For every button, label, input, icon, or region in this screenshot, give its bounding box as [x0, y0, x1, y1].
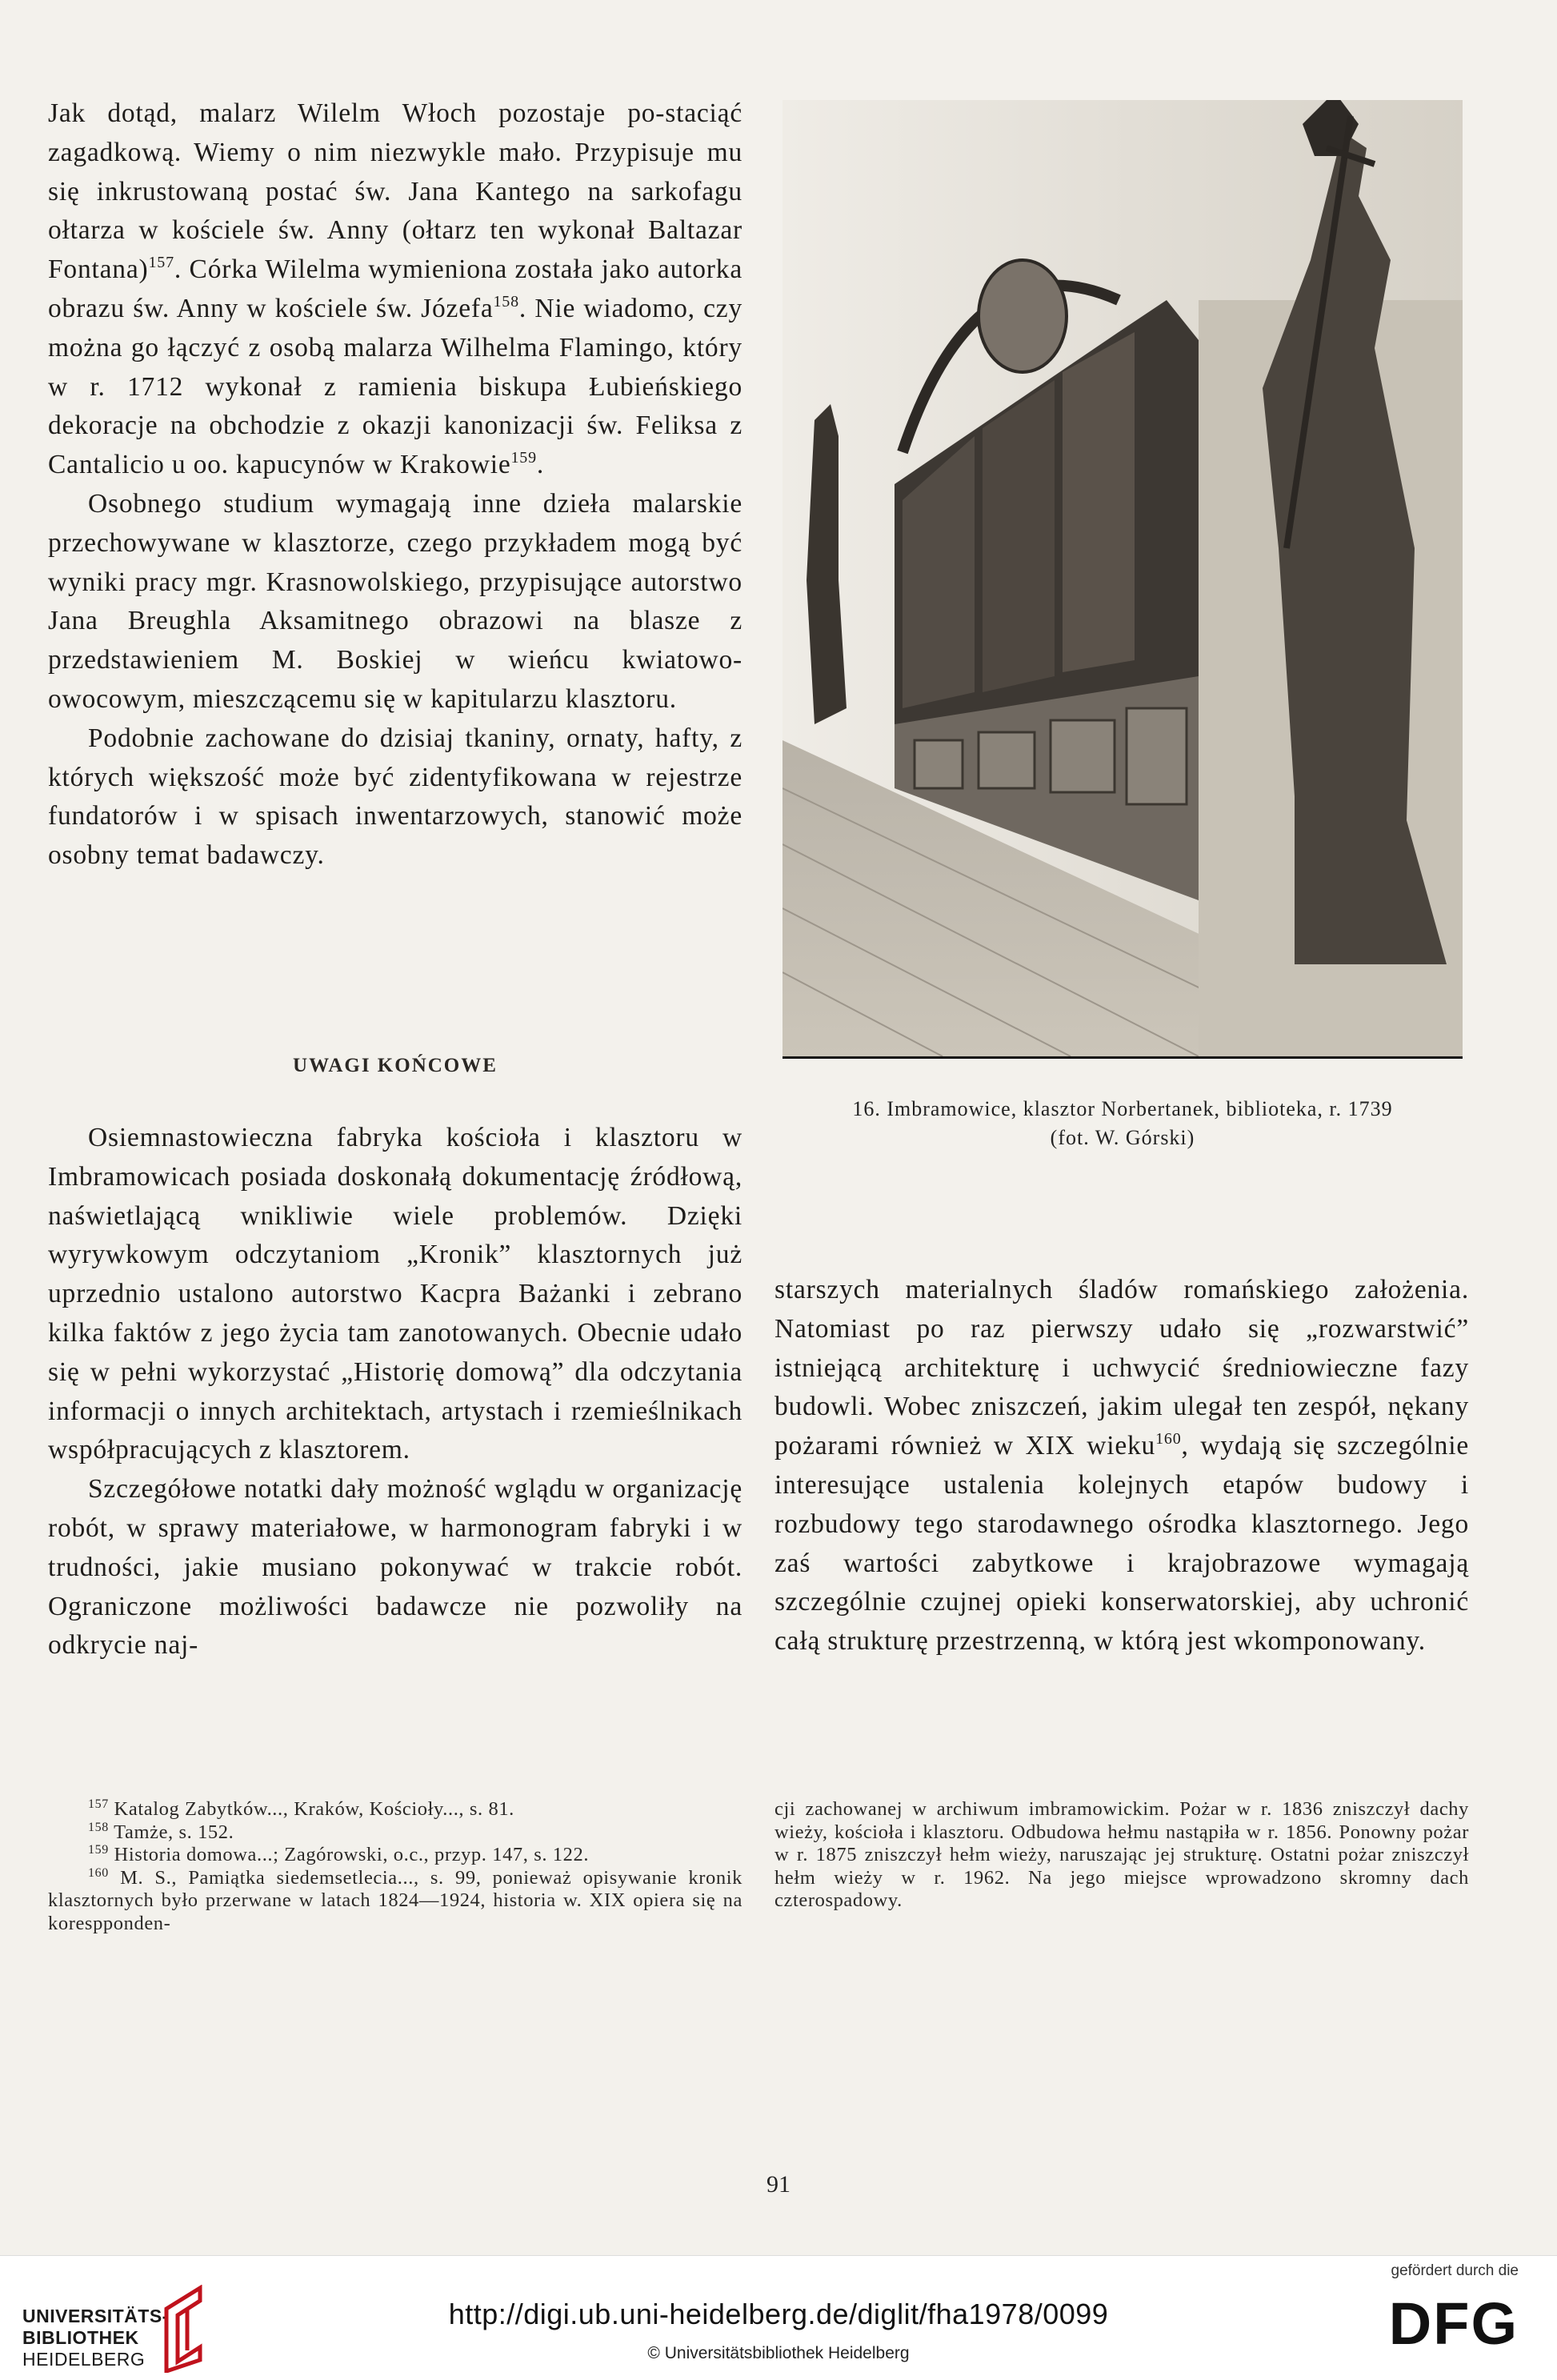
- paragraph-3: Podobnie zachowane do dzisiaj tkaniny, ornaty, hafty, z których większość może być zidentyfikowana w rejestrze fundatorów i w spisach inwentarzowych, stanowić może osobny temat badawczy.: [48, 723, 742, 871]
- permalink-url[interactable]: http://digi.ub.uni-heidelberg.de/diglit/fha1978/0099: [448, 2298, 1109, 2330]
- library-name-line-2: BIBLIOTHEK: [22, 2327, 139, 2348]
- library-name-line-3: HEIDELBERG: [22, 2349, 146, 2370]
- library-name-line-1: UNIVERSITÄTS-: [22, 2306, 169, 2326]
- paragraph-1: [48, 94, 742, 485]
- footnote-number: 158: [88, 1820, 109, 1834]
- right-paragraph-part-b: , wydają się szczególnie interesujące ustalenia kolejnych etapów budowy i rozbudowy tego starodawnego ośrodka klasztornego. Jego zaś wartości zabytkowe i krajobrazowe wymagają szczególnie czujnej opieki konserwatorskiej, aby uchronić całą strukturę przestrzenną, w którą jest wkomponowany.: [774, 1431, 1469, 1657]
- paragraph-2: Osobnego studium wymagają inne dzieła malarskie przechowywane w klasztorze, czego przykładem mogą być wyniki pracy mgr. Krasnowolskiego, przypisujące autorstwo Jana Breughla Aksamitnego obrazowi na blasze z przedstawieniem M. Boskiej w wieńcu kwiatowo-owocowym, mieszczącemu się w kapitularzu klasztoru.: [48, 488, 742, 714]
- footnotes-right: [774, 1798, 1469, 1913]
- footnote-text: Tamże, s. 152.: [114, 1821, 234, 1843]
- left-column-text: [48, 94, 742, 875]
- footnote-ref-157[interactable]: 157: [148, 254, 174, 272]
- footnote-160: [48, 1867, 742, 1936]
- right-paragraph: [774, 1271, 1469, 1661]
- right-column-text: [774, 1271, 1469, 1661]
- closing-paragraph-1: Osiemnastowieczna fabryka kościoła i klasztoru w Imbramowicach posiada doskonałą dokumentację źródłową, naświetlającą wnikliwie wiele problemów. Dzięki wyrywkowym odczytaniom „Kronik” klasztornych już uprzednio ustalono autorstwo Kacpra Bażanki i zebrano kilka faktów z jego życia tam zanotowanych. Obecnie udało się w pełni wykorzystać „Historię domową” dla odczytania informacji o innych architektach, artystach i rzemieślnikach współpracujących z klasztorem.: [48, 1123, 742, 1465]
- page-number: 91: [766, 2171, 791, 2198]
- footnote-number: 159: [88, 1843, 109, 1857]
- footnote-ref-158[interactable]: 158: [493, 292, 519, 311]
- footnote-ref-160[interactable]: 160: [1155, 1430, 1182, 1448]
- footnote-text: Historia domowa...; Zagórowski, o.c., przyp. 147, s. 122.: [114, 1844, 590, 1865]
- paragraph-1-part-d: .: [536, 450, 545, 480]
- footnote-text: Katalog Zabytków..., Kraków, Kościoły..., s. 81.: [114, 1798, 514, 1820]
- footer-bar: [0, 2255, 1557, 2380]
- paragraph-1-part-c: . Nie wiadomo, czy można go łączyć z osobą malarza Wilhelma Flamingo, który w r. 1712 wykonał z ramienia biskupa Łubieńskiego dekoracje na obchodzie z okazji kanonizacji św. Feliksa z Cantalicio u oo. kapucynów w Krakowie: [48, 293, 742, 480]
- footnotes-left: [48, 1798, 742, 1935]
- caption-line-2: (fot. W. Górski): [1050, 1126, 1195, 1149]
- footnote-number: 160: [88, 1865, 109, 1880]
- section-title: UWAGI KOŃCOWE: [293, 1055, 498, 1076]
- figure-caption: [774, 1095, 1471, 1152]
- footnote-157: [48, 1798, 742, 1821]
- right-paragraph-part-a: starszych materialnych śladów romańskiego założenia. Natomiast po raz pierwszy udało się „rozwarstwić” istniejącą architekturę i uchwycić średniowieczne fazy budowli. Wobec zniszczeń, jakim ulegał ten zespół, nękany pożarami również w XIX wieku: [774, 1275, 1469, 1461]
- footnote-159: [48, 1844, 742, 1867]
- library-photo-illustration: [783, 100, 1463, 1056]
- footnote-number: 157: [88, 1797, 109, 1811]
- library-photograph: [783, 100, 1463, 1059]
- footnote-text: M. S., Pamiątka siedemsetlecia..., s. 99, ponieważ opisywanie kronik klasztornych było przerwane w latach 1824—1924, historia w. XIX opiera się na korespponden-: [48, 1866, 742, 1934]
- closing-paragraph-2: Szczegółowe notatki dały możność wglądu w organizację robót, w sprawy materiałowe, w harmonogram fabryki i w trudności, jakie musiano pokonywać w trakcie robót. Ograniczone możliwości badawcze nie pozwoliły na odkrycie naj-: [48, 1474, 742, 1661]
- footnote-ref-159[interactable]: 159: [510, 449, 537, 467]
- closing-section: [48, 1119, 742, 1665]
- dfg-logo[interactable]: DFG: [1388, 2290, 1519, 2357]
- copyright-notice: © Universitätsbibliothek Heidelberg: [647, 2344, 910, 2362]
- footnote-158: [48, 1821, 742, 1845]
- sponsor-note: gefördert durch die: [1391, 2262, 1519, 2279]
- paragraph-1-part-b: . Córka Wilelma wymieniona została jako autorka obrazu św. Anny w kościele św. Józefa: [48, 254, 742, 323]
- paragraph-1-part-a: Jak dotąd, malarz Wilelm Włoch pozostaje po-staciąć zagadkową. Wiemy o nim niezwykle mało. Przypisuje mu się inkrustowaną postać św. Jana Kantego na sarkofagu ołtarza w kościele św. Anny (ołtarz ten wykonał Baltazar Fontana): [48, 98, 742, 285]
- caption-line-1: 16. Imbramowice, klasztor Norbertanek, biblioteka, r. 1739: [852, 1097, 1393, 1120]
- footnote-160-continuation: cji zachowanej w archiwum imbramowickim. Pożar w r. 1836 zniszczył dachy wieży, kościoła i klasztoru. Odbudowa hełmu nastąpiła w r. 1856. Ponowny pożar w r. 1875 zniszczył hełm wieży, naruszając jej strukturę. Ostatni pożar zniszczył hełm wieży w r. 1962. Na jego miejsce wprowadzono skromny dach czterospadowy.: [774, 1798, 1469, 1911]
